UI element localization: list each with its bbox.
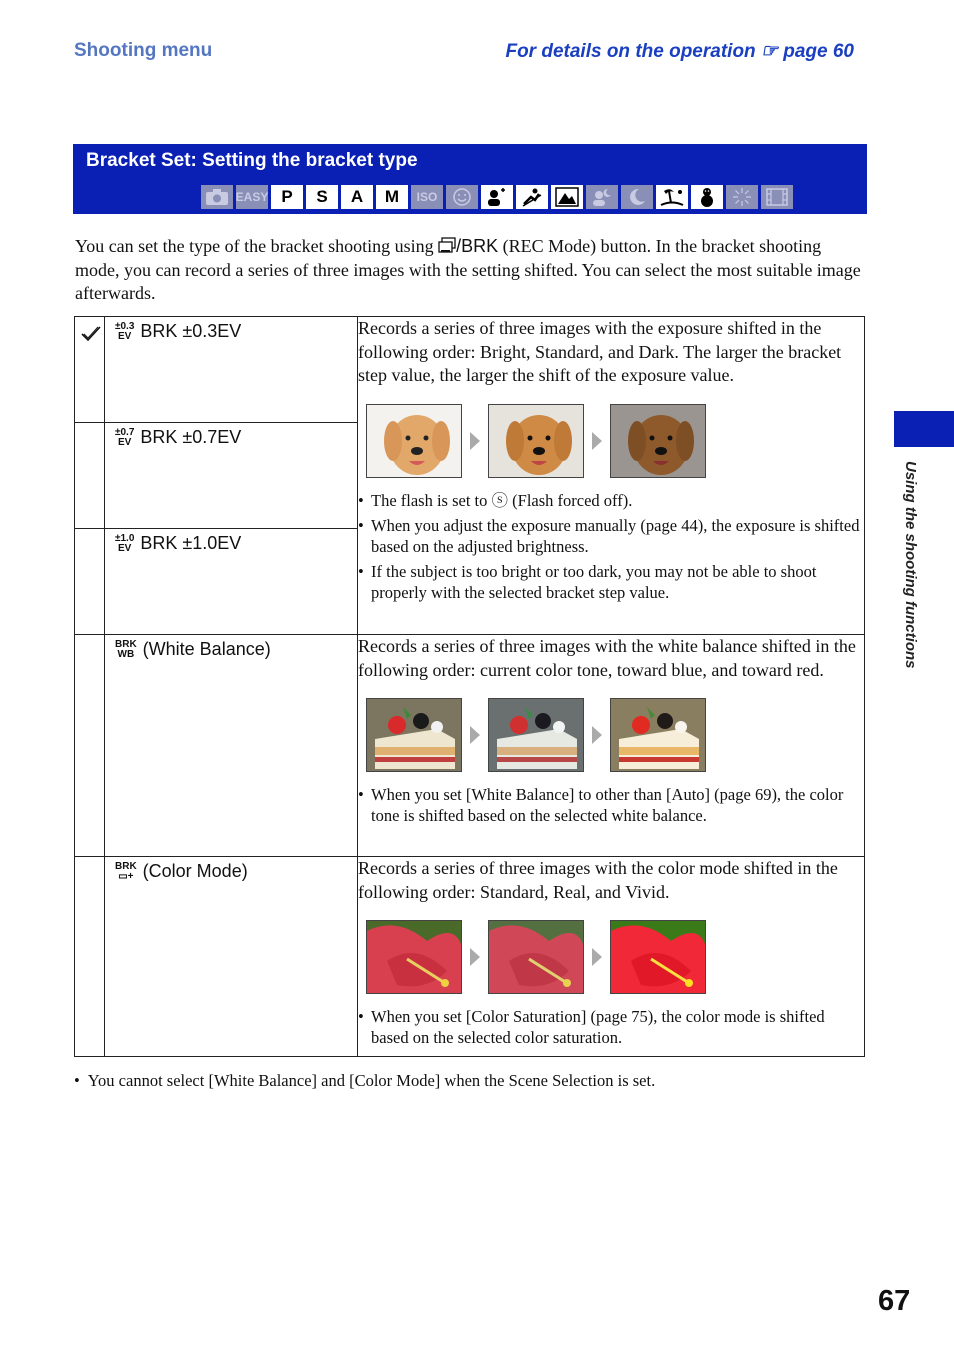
a-mode-icon: A: [341, 185, 373, 209]
cake-photo-current: [366, 698, 462, 772]
camera-icon: [201, 185, 233, 209]
brk-label: /BRK: [456, 236, 499, 256]
color-mode-description: Records a series of three images with the color mode shifted in the following order: Standard, Real, and Vivid.: [358, 858, 838, 902]
arrow-right-icon: [584, 404, 610, 478]
chapter-tab: [894, 411, 954, 447]
fireworks-icon: [726, 185, 758, 209]
flower-photo-standard: [366, 920, 462, 994]
dog-photo-bright: [366, 404, 462, 478]
iso-icon: ISO: [411, 185, 443, 209]
brk-color-mode-icon: BRK ▭+: [115, 860, 137, 882]
smile-icon: [446, 185, 478, 209]
check-icon: [75, 317, 104, 348]
cake-photo-red: [610, 698, 706, 772]
note-item: • When you set [Color Saturation] (page 75), the color mode is shifted based on the selected color saturation.: [358, 1006, 864, 1048]
portrait-icon: [481, 185, 513, 209]
ev-bracket-icon: ±1.0 EV: [115, 532, 135, 554]
footnote: • You cannot select [White Balance] and [Color Mode] when the Scene Selection is set.: [74, 1071, 655, 1091]
s-mode-icon: S: [306, 185, 338, 209]
white-balance-notes: [358, 784, 864, 826]
bracket-options-table: [74, 316, 865, 1057]
note-item: • When you set [White Balance] to other than [Auto] (page 69), the color tone is shifted based on the selected white balance.: [358, 784, 864, 826]
page-number: 67: [878, 1285, 911, 1317]
option-color-mode[interactable]: [105, 857, 358, 1057]
color-mode-notes: [358, 1006, 864, 1048]
ev-bracket-icon: ±0.3 EV: [115, 320, 135, 342]
dog-photo-standard: [488, 404, 584, 478]
flower-photo-vivid: [610, 920, 706, 994]
brk-wb-icon: BRK WB: [115, 638, 137, 660]
option-label: BRK ±0.7EV: [140, 427, 242, 447]
option-brk-07ev[interactable]: [105, 423, 358, 529]
table-row: [75, 857, 865, 1057]
arrow-right-icon: [462, 404, 488, 478]
exposure-description: Records a series of three images with the exposure shifted in the following order: Bright, Standard, and Dark. The larger the bracket step value, the larger the shift of the exposure value.: [358, 318, 842, 385]
sports-icon: [516, 185, 548, 209]
table-row: [75, 317, 865, 423]
chapter-label: Using the shooting functions: [902, 461, 919, 669]
banner-title: Bracket Set: Setting the bracket type: [86, 150, 418, 171]
default-check-cell: [75, 317, 105, 423]
table-row: [75, 635, 865, 857]
intro-text-1: You can set the type of the bracket shooting using: [75, 236, 439, 256]
flower-photo-real: [488, 920, 584, 994]
cake-photo-blue: [488, 698, 584, 772]
arrow-right-icon: [584, 698, 610, 772]
note-item: • The flash is set to ⓢ (Flash forced off).: [358, 490, 864, 511]
arrow-right-icon: [462, 920, 488, 994]
note-item: • If the subject is too bright or too dark, you may not be able to shoot properly with the selected bracket step value.: [358, 561, 864, 603]
section-title: Shooting menu: [74, 40, 213, 61]
dog-photo-dark: [610, 404, 706, 478]
white-balance-description-cell: [358, 635, 865, 857]
option-label: BRK ±1.0EV: [140, 533, 242, 553]
twilight-portrait-icon: [586, 185, 618, 209]
option-label: (Color Mode): [142, 861, 248, 881]
title-banner: [73, 144, 867, 214]
m-mode-icon: M: [376, 185, 408, 209]
option-white-balance[interactable]: [105, 635, 358, 857]
ev-bracket-icon: ±0.7 EV: [115, 426, 135, 448]
exposure-sample-photos: [366, 404, 864, 478]
movie-icon: [761, 185, 793, 209]
mode-icon-row: [201, 185, 793, 209]
arrow-right-icon: [584, 920, 610, 994]
arrow-right-icon: [462, 698, 488, 772]
intro-text-2: (REC Mode) button. In the bracket shooting mode, you can record a series of three images with the setting shifted. You can select the most suitable image afterwards.: [75, 236, 861, 303]
color-mode-sample-photos: [366, 920, 864, 994]
intro-paragraph: [75, 235, 865, 306]
p-mode-icon: P: [271, 185, 303, 209]
twilight-icon: [621, 185, 653, 209]
option-brk-10ev[interactable]: [105, 529, 358, 635]
option-brk-03ev[interactable]: [105, 317, 358, 423]
white-balance-sample-photos: [366, 698, 864, 772]
color-mode-description-cell: [358, 857, 865, 1057]
easy-icon: EASY: [236, 185, 268, 209]
landscape-icon: [551, 185, 583, 209]
exposure-notes: [358, 490, 864, 603]
beach-icon: [656, 185, 688, 209]
note-item: • When you adjust the exposure manually (page 44), the exposure is shifted based on the adjusted brightness.: [358, 515, 864, 557]
white-balance-description: Records a series of three images with the white balance shifted in the following order: current color tone, toward blue, and toward red.: [358, 636, 856, 680]
snow-icon: [691, 185, 723, 209]
details-reference: For details on the operation ☞ page 60: [505, 41, 854, 62]
burst-bracket-icon: [438, 237, 456, 254]
option-label: (White Balance): [142, 639, 271, 659]
exposure-description-cell: [358, 317, 865, 635]
option-label: BRK ±0.3EV: [140, 321, 242, 341]
